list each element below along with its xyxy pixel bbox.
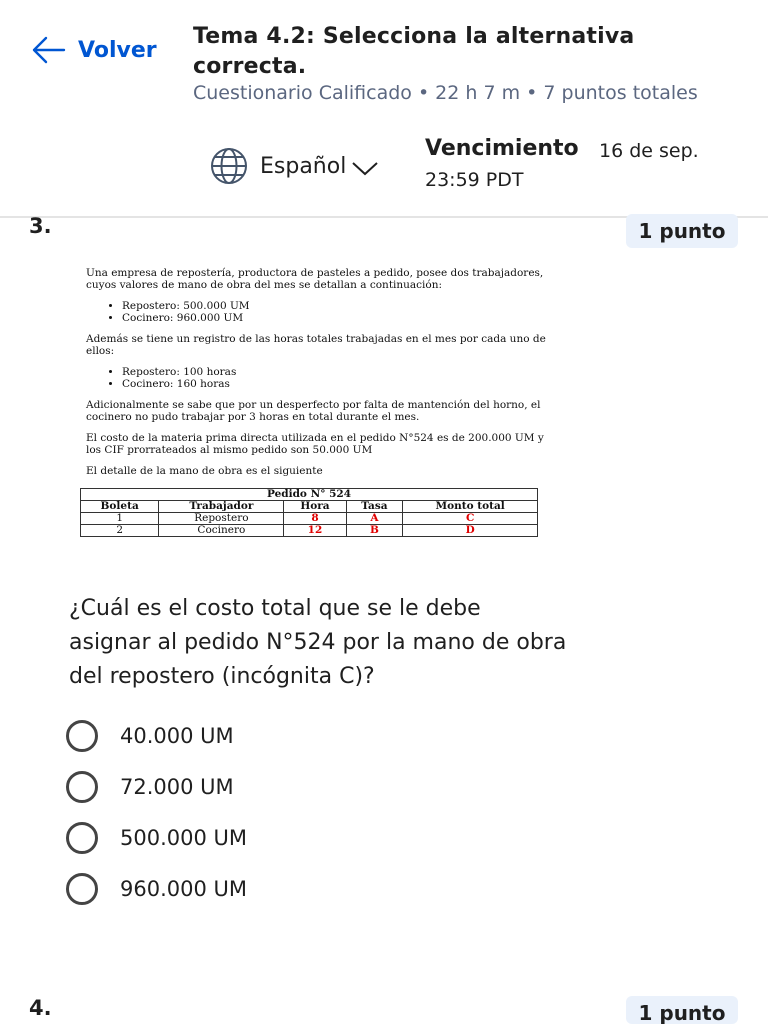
- points-badge: 1 punto: [626, 996, 738, 1024]
- question-number: 3.: [29, 214, 52, 238]
- table-row: [81, 512, 538, 524]
- radio-button[interactable]: [66, 720, 98, 752]
- language-label: Español: [260, 153, 347, 179]
- question-number: 4.: [29, 996, 52, 1020]
- doc-defect-note: Adicionalmente se sabe que por un desperfecto por falta de mantención del horno, el cocinero no pudo trabajar por 3 horas en total durante el mes.: [86, 399, 541, 423]
- radio-button[interactable]: [66, 771, 98, 803]
- quiz-meta: Cuestionario Calificado • 22 h 7 m • 7 puntos totales: [193, 82, 698, 104]
- table-cell: A: [346, 512, 403, 524]
- table-cell: 12: [284, 524, 346, 536]
- question-document-image: [78, 268, 548, 537]
- due-date: 16 de sep.: [599, 140, 699, 162]
- table-row: [81, 524, 538, 536]
- language-selector[interactable]: [207, 146, 380, 186]
- due-time: 23:59 PDT: [425, 169, 524, 191]
- doc-detail-intro: El detalle de la mano de obra es el siguiente: [86, 465, 323, 477]
- table-cell: 1: [81, 512, 159, 524]
- option-label: 40.000 UM: [120, 724, 234, 748]
- doc-hours-intro: Además se tiene un registro de las horas totales trabajadas en el mes por cada uno de ellos:: [86, 333, 546, 357]
- radio-button[interactable]: [66, 822, 98, 854]
- doc-materials-note: El costo de la materia prima directa utilizada en el pedido N°524 es de 200.000 UM y los CIF prorrateados al mismo pedido son 50.000 UM: [86, 432, 544, 456]
- table-header: Boleta: [81, 500, 159, 512]
- answer-option[interactable]: [66, 873, 247, 905]
- due-label: Vencimiento: [425, 136, 579, 161]
- points-badge: 1 punto: [626, 214, 738, 248]
- table-header-row: [81, 500, 538, 512]
- table-header: Tasa: [346, 500, 403, 512]
- list-item: • Repostero: 500.000 UM: [122, 301, 548, 313]
- doc-wages-list: [86, 301, 548, 324]
- doc-hours-list: [86, 367, 548, 390]
- question-text: ¿Cuál es el costo total que se le debe asignar al pedido N°524 por la mano de obra del repostero (incógnita C)?: [69, 596, 567, 689]
- answer-option[interactable]: [66, 771, 234, 803]
- back-label: Volver: [78, 37, 157, 63]
- list-item: • Repostero: 100 horas: [122, 367, 548, 379]
- answer-option[interactable]: [66, 822, 247, 854]
- table-title: Pedido N° 524: [81, 488, 538, 500]
- answer-option[interactable]: [66, 720, 234, 752]
- table-cell: B: [346, 524, 403, 536]
- radio-button[interactable]: [66, 873, 98, 905]
- option-label: 72.000 UM: [120, 775, 234, 799]
- globe-icon: [207, 146, 251, 186]
- table-header: Hora: [284, 500, 346, 512]
- table-cell: 8: [284, 512, 346, 524]
- list-item: • Cocinero: 160 horas: [122, 379, 548, 391]
- back-button[interactable]: [30, 34, 157, 66]
- option-label: 960.000 UM: [120, 877, 248, 901]
- table-cell: 2: [81, 524, 159, 536]
- table-cell: C: [403, 512, 538, 524]
- chevron-down-icon: [350, 158, 380, 178]
- page-title: Tema 4.2: Selecciona la alternativa correcta.: [193, 24, 635, 79]
- list-item: • Cocinero: 960.000 UM: [122, 313, 548, 325]
- table-cell: Repostero: [159, 512, 284, 524]
- option-label: 500.000 UM: [120, 826, 248, 850]
- table-header: Monto total: [403, 500, 538, 512]
- order-table: [80, 488, 538, 537]
- table-cell: Cocinero: [159, 524, 284, 536]
- table-cell: D: [403, 524, 538, 536]
- arrow-left-icon: [30, 34, 66, 66]
- doc-intro: Una empresa de repostería, productora de pasteles a pedido, posee dos trabajadores, cuyos valores de mano de obra del mes se detallan a continuación:: [86, 267, 544, 291]
- table-header: Trabajador: [159, 500, 284, 512]
